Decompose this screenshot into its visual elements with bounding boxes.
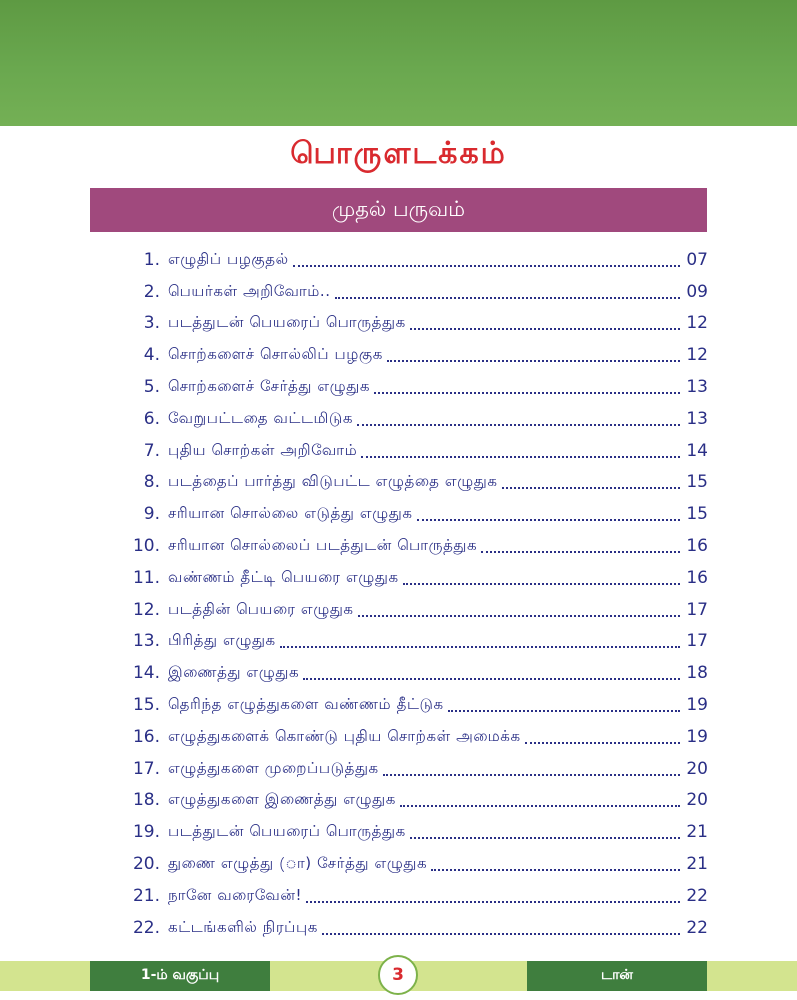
toc-entry[interactable] <box>118 912 708 944</box>
toc-entry-page: 21 <box>686 822 708 843</box>
toc-entry-title: படத்துடன் பெயரைப் பொருத்துக <box>168 822 406 841</box>
dot-leader <box>417 519 680 521</box>
toc-entry-page: 12 <box>686 345 708 366</box>
dot-leader <box>280 646 680 648</box>
toc-entry-title: பிரித்து எழுதுக <box>168 631 276 650</box>
dot-leader <box>431 869 680 871</box>
toc-entry-number: 13. <box>132 631 160 652</box>
toc-entry-page: 22 <box>686 917 708 938</box>
toc-entry-title: துணை எழுத்து (ா) சேர்த்து எழுதுக <box>168 854 428 873</box>
toc-entry-number: 16. <box>132 726 160 747</box>
dot-leader <box>387 360 680 362</box>
toc-entry-number: 4. <box>143 345 160 366</box>
toc-entry-title: நானே வரைவேன்! <box>168 885 303 904</box>
toc-entry-title: புதிய சொற்கள் அறிவோம் <box>168 440 358 459</box>
toc-entry-page: 17 <box>686 599 708 620</box>
toc-entry-page: 22 <box>686 885 708 906</box>
toc-entry-number: 6. <box>143 408 160 429</box>
dot-leader <box>502 487 680 489</box>
dot-leader <box>481 551 680 553</box>
toc-entry-number: 14. <box>132 663 160 684</box>
dot-leader <box>374 392 680 394</box>
toc-entry-number: 19. <box>132 822 160 843</box>
toc-entry-page: 19 <box>686 726 708 747</box>
toc-entry[interactable] <box>118 880 708 912</box>
toc-entry-title: எழுத்துகளைக் கொண்டு புதிய சொற்கள் அமைக்க <box>168 726 521 745</box>
toc-entry[interactable] <box>118 403 708 435</box>
toc-entry-title: தெரிந்த எழுத்துகளை வண்ணம் தீட்டுக <box>168 695 444 714</box>
toc-entry-title: வண்ணம் தீட்டி பெயரை எழுதுக <box>168 567 399 586</box>
toc-entry-title: படத்தின் பெயரை எழுதுக <box>168 599 354 618</box>
toc-entry-page: 18 <box>686 663 708 684</box>
toc-entry-number: 22. <box>132 917 160 938</box>
toc-entry-number: 17. <box>132 758 160 779</box>
toc-entry-page: 13 <box>686 377 708 398</box>
toc-entry-page: 16 <box>686 536 708 557</box>
toc-entry-number: 10. <box>132 536 160 557</box>
toc-entry-number: 9. <box>143 504 160 525</box>
toc-entry[interactable] <box>118 657 708 689</box>
toc-entry-page: 09 <box>686 281 708 302</box>
toc-entry[interactable] <box>118 785 708 817</box>
footer-publisher-label: டான் <box>527 961 707 991</box>
toc-entry-title: சொற்களைச் சேர்த்து எழுதுக <box>168 377 371 396</box>
toc-entry-title: சரியான சொல்லைப் படத்துடன் பொருத்துக <box>168 536 478 555</box>
toc-entry-page: 17 <box>686 631 708 652</box>
dot-leader <box>303 678 680 680</box>
toc-entry[interactable] <box>118 721 708 753</box>
toc-entry-title: கட்டங்களில் நிரப்புக <box>168 917 318 936</box>
page-number-badge: 3 <box>378 955 418 995</box>
dot-leader <box>293 265 680 267</box>
toc-entry-number: 20. <box>132 854 160 875</box>
toc-entry-number: 7. <box>143 440 160 461</box>
toc-entry[interactable] <box>118 308 708 340</box>
toc-entry-number: 2. <box>143 281 160 302</box>
footer-grade-label: 1-ம் வகுப்பு <box>90 961 270 991</box>
header-band <box>0 0 797 126</box>
toc-entry[interactable] <box>118 498 708 530</box>
dot-leader <box>410 837 680 839</box>
toc-entry-title: சரியான சொல்லை எடுத்து எழுதுக <box>168 504 413 523</box>
toc-entry[interactable] <box>118 689 708 721</box>
section-heading: முதல் பருவம் <box>90 188 707 232</box>
toc-entry-page: 20 <box>686 790 708 811</box>
toc-entry-title: வேறுபட்டதை வட்டமிடுக <box>168 408 354 427</box>
toc-entry-page: 20 <box>686 758 708 779</box>
toc-entry[interactable] <box>118 339 708 371</box>
toc-entry[interactable] <box>118 530 708 562</box>
toc-entry-number: 8. <box>143 472 160 493</box>
toc-entry[interactable] <box>118 848 708 880</box>
toc-entry[interactable] <box>118 594 708 626</box>
toc-entry-title: எழுத்துகளை முறைப்படுத்துக <box>168 758 379 777</box>
toc-entry-page: 15 <box>686 472 708 493</box>
dot-leader <box>335 297 680 299</box>
toc-entry[interactable] <box>118 562 708 594</box>
toc-entry[interactable] <box>118 467 708 499</box>
dot-leader <box>322 933 680 935</box>
toc-entry-title: எழுதிப் பழகுதல் <box>168 249 289 268</box>
dot-leader <box>358 615 680 617</box>
table-of-contents <box>118 244 708 944</box>
toc-entry-title: படத்தைப் பார்த்து விடுபட்ட எழுத்தை எழுதுக <box>168 472 498 491</box>
dot-leader <box>448 710 680 712</box>
dot-leader <box>361 456 680 458</box>
toc-entry-title: பெயர்கள் அறிவோம்.. <box>168 281 331 300</box>
toc-entry-title: எழுத்துகளை இணைத்து எழுதுக <box>168 790 396 809</box>
dot-leader <box>410 328 680 330</box>
page-title: பொருளடக்கம் <box>290 136 507 171</box>
toc-entry-number: 1. <box>143 249 160 270</box>
toc-entry-number: 3. <box>143 313 160 334</box>
toc-entry-page: 07 <box>686 249 708 270</box>
toc-entry-number: 12. <box>132 599 160 620</box>
toc-entry-number: 18. <box>132 790 160 811</box>
toc-entry[interactable] <box>118 371 708 403</box>
toc-entry-page: 21 <box>686 854 708 875</box>
toc-entry[interactable] <box>118 626 708 658</box>
toc-entry-title: இணைத்து எழுதுக <box>168 663 300 682</box>
dot-leader <box>306 901 680 903</box>
toc-entry[interactable] <box>118 816 708 848</box>
toc-entry-page: 14 <box>686 440 708 461</box>
toc-entry-page: 15 <box>686 504 708 525</box>
dot-leader <box>403 583 680 585</box>
toc-entry-number: 15. <box>132 695 160 716</box>
toc-entry[interactable] <box>118 244 708 276</box>
toc-entry-title: படத்துடன் பெயரைப் பொருத்துக <box>168 313 406 332</box>
dot-leader <box>357 424 680 426</box>
toc-entry[interactable] <box>118 753 708 785</box>
toc-entry-title: சொற்களைச் சொல்லிப் பழகுக <box>168 345 383 364</box>
dot-leader <box>383 774 680 776</box>
toc-entry-number: 5. <box>143 377 160 398</box>
toc-entry-number: 21. <box>132 885 160 906</box>
toc-entry-page: 13 <box>686 408 708 429</box>
toc-entry[interactable] <box>118 435 708 467</box>
toc-entry-page: 19 <box>686 695 708 716</box>
toc-entry[interactable] <box>118 276 708 308</box>
toc-entry-page: 16 <box>686 567 708 588</box>
dot-leader <box>400 805 680 807</box>
toc-entry-page: 12 <box>686 313 708 334</box>
dot-leader <box>525 742 680 744</box>
toc-entry-number: 11. <box>132 567 160 588</box>
